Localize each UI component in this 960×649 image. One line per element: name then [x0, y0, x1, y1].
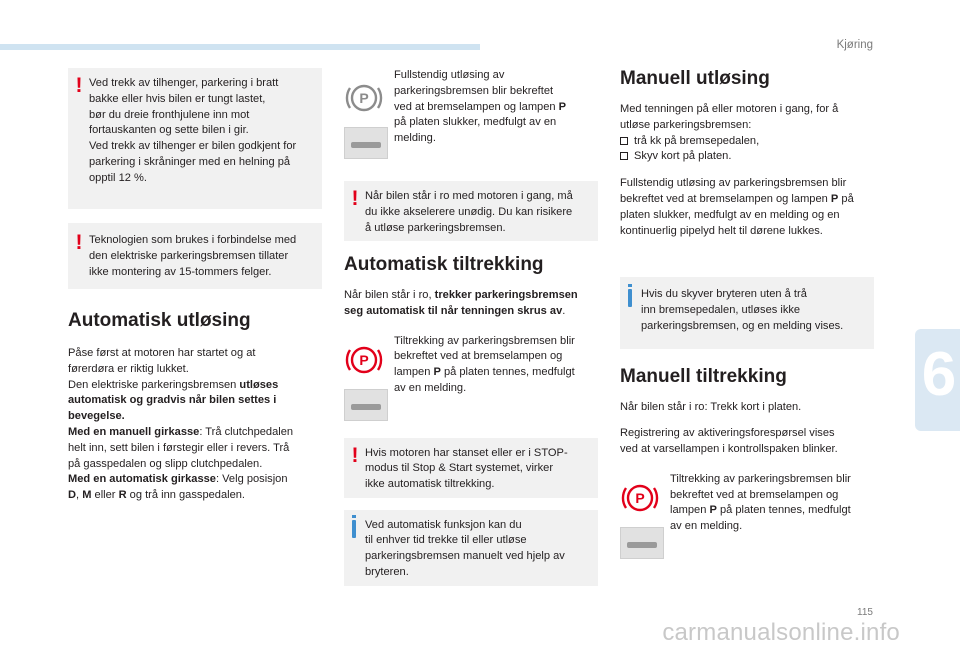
chapter-number: 6: [921, 340, 957, 409]
body-line: Med tenningen på eller motoren i gang, for å: [620, 103, 839, 115]
warning-line: Hvis motoren har stanset eller er i STOP-: [365, 446, 568, 459]
bullet-line: trå kk på bremsepedalen,: [620, 134, 874, 150]
icon-column: [344, 334, 388, 421]
body-line: kontinuerlig pipelyd helt til dørene lukkes.: [620, 224, 823, 237]
heading-manual-release: Manuell utløsing: [620, 68, 770, 89]
watermark: carmanualsonline.info: [662, 619, 900, 646]
heading-manual-apply: Manuell tiltrekking: [620, 366, 787, 388]
warning-line: Ved trekk av tilhenger er bilen godkjent for: [89, 140, 297, 153]
warning-line: den elektriske parkeringsbremsen tillater: [89, 249, 289, 262]
body-line: automatisk og gradvis når bilen settes i: [68, 394, 277, 407]
warning-icon: !: [351, 187, 359, 210]
svg-text:P: P: [359, 90, 369, 106]
text-line: ved at bremselampen og lampen P: [394, 100, 567, 113]
body-line: Registrering av aktiveringsforespørsel vises: [620, 427, 835, 440]
body-line: utløse parkeringsbremsen:: [620, 118, 752, 131]
warning-line: bakke eller hvis bilen er tungt lastet,: [89, 92, 266, 105]
text-line: melding.: [394, 132, 436, 145]
info-line: Ved automatisk funksjon kan du: [365, 518, 522, 531]
text-line: lampen P på platen tennes, medfulgt: [394, 366, 575, 379]
warning-line: Teknologien som brukes i forbindelse med: [89, 234, 297, 246]
manual-release-body: [620, 176, 874, 239]
warning-icon: !: [351, 443, 359, 467]
body-line: Fullstendig utløsing av parkeringsbremsen blir: [620, 177, 847, 190]
column-right: [620, 60, 874, 559]
column-middle: [344, 60, 598, 586]
body-line: Når bilen står i ro, trekker parkeringsbremsen: [344, 289, 578, 301]
bullet-icon: [620, 137, 628, 145]
manual-apply-step: Når bilen står i ro: Trekk kort i platen.: [620, 401, 802, 414]
body-line: D, M eller R og trå inn gasspedalen.: [68, 489, 246, 502]
bullet-icon: [620, 152, 628, 160]
text-line: på platen slukker, medfulgt av en: [394, 116, 557, 129]
icon-column: [620, 472, 664, 559]
page-number: 115: [857, 607, 873, 618]
parking-brake-switch-icon: [344, 389, 388, 421]
parking-brake-switch-icon: [620, 527, 664, 559]
parking-brake-on-icon: [620, 478, 660, 518]
heading-automatic-release: Automatisk utløsing: [68, 310, 251, 331]
body-line: seg automatisk til når tenningen skrus av.: [344, 304, 566, 317]
text-line: Fullstendig utløsing av: [394, 69, 505, 81]
info-box-no-brake-pedal: [620, 277, 874, 349]
text-line: lampen P på platen tennes, medfulgt: [670, 504, 851, 517]
heading-automatic-apply: Automatisk tiltrekking: [344, 254, 544, 275]
warning-line: Når bilen står i ro med motoren i gang, må: [365, 190, 573, 202]
automatic-apply-intro: [344, 288, 598, 320]
parking-brake-switch-icon: [344, 127, 388, 159]
manual-apply-confirm-row: [620, 472, 874, 559]
body-line: bekreftet ved at bremselampen og lampen P på: [620, 192, 854, 205]
warning-line: du ikke akselerere unødig. Du kan risikere: [365, 205, 573, 218]
text-line: Tiltrekking av parkeringsbremsen blir: [670, 472, 851, 485]
warning-line: opptil 12 %.: [89, 171, 147, 184]
column-left: [68, 68, 322, 504]
warning-line: modus til Stop & Start systemet, virker: [365, 462, 554, 475]
manual-release-intro: [620, 102, 874, 165]
manual-apply-confirm-text: [670, 472, 874, 559]
text-line: bekreftet ved at bremselampen og: [670, 488, 839, 501]
section-title: Kjøring: [836, 39, 873, 51]
text-line: bekreftet ved at bremselampen og: [394, 350, 563, 363]
svg-text:P: P: [635, 489, 645, 506]
body-line: Påse først at motoren har startet og at: [68, 347, 256, 359]
info-line: parkeringsbremsen manuelt ved hjelp av: [365, 550, 565, 563]
warning-box-trailer: [68, 68, 322, 209]
body-line: på gasspedalen og slipp clutchpedalen.: [68, 457, 263, 470]
text-line: Tiltrekking av parkeringsbremsen blir: [394, 334, 575, 347]
info-line: bryteren.: [365, 565, 409, 578]
warning-icon: !: [75, 74, 83, 97]
warning-line: parkering i skråninger med en helning på: [89, 155, 291, 168]
parking-brake-on-icon: [344, 340, 384, 380]
release-confirm-text: [394, 60, 598, 159]
bullet-line: Skyv kort på platen.: [620, 149, 874, 165]
info-line: Hvis du skyver bryteren uten å trå: [641, 288, 807, 301]
warning-box-rims: [68, 223, 322, 289]
apply-confirm-row: [344, 334, 598, 421]
text-line: av en melding.: [670, 520, 743, 533]
info-icon: [628, 289, 632, 307]
warning-line: ikke automatisk tiltrekking.: [365, 478, 495, 491]
warning-box-accelerate: [344, 181, 598, 241]
body-line: platen slukker, medfulgt av en melding og en: [620, 208, 840, 221]
warning-line: ikke montering av 15-tommers felger.: [89, 265, 272, 278]
body-line: Med en manuell girkasse: Trå clutchpedalen: [68, 425, 294, 438]
body-line: Med en automatisk girkasse: Velg posisjon: [68, 473, 288, 486]
svg-text:P: P: [359, 351, 369, 368]
automatic-release-body: [68, 346, 322, 504]
body-line: Den elektriske parkeringsbremsen utløses: [68, 378, 279, 391]
warning-line: å utløse parkeringsbremsen.: [365, 221, 506, 234]
body-line: helt inn, sett bilen i førstegir eller i revers. Trå: [68, 441, 290, 454]
info-icon: [352, 520, 356, 538]
warning-icon: !: [75, 231, 83, 254]
text-line: av en melding.: [394, 381, 467, 394]
info-box-manual-override: [344, 510, 598, 586]
manual-apply-registration: [620, 426, 874, 458]
info-line: inn bremsepedalen, utløses ikke: [641, 304, 801, 317]
warning-line: bør du dreie fronthjulene inn mot: [89, 108, 250, 121]
release-confirm-row: [344, 60, 598, 159]
chapter-tab: [915, 329, 960, 431]
info-line: parkeringsbremsen, og en melding vises.: [641, 319, 844, 332]
parking-brake-off-icon: [344, 78, 384, 118]
warning-box-stop-start: [344, 438, 598, 498]
header-accent-bar: [0, 44, 480, 50]
icon-column: [344, 60, 388, 159]
info-line: til enhver tid trekke til eller utløse: [365, 534, 527, 547]
warning-line: fortauskanten og sette bilen i gir.: [89, 124, 249, 137]
body-line: bevegelse.: [68, 410, 125, 423]
apply-confirm-text: [394, 334, 598, 421]
warning-line: Ved trekk av tilhenger, parkering i bratt: [89, 77, 279, 89]
body-line: førerdøra er riktig lukket.: [68, 362, 189, 375]
text-line: parkeringsbremsen blir bekreftet: [394, 84, 554, 97]
body-line: ved at varsellampen i kontrollspaken blinker.: [620, 442, 838, 455]
